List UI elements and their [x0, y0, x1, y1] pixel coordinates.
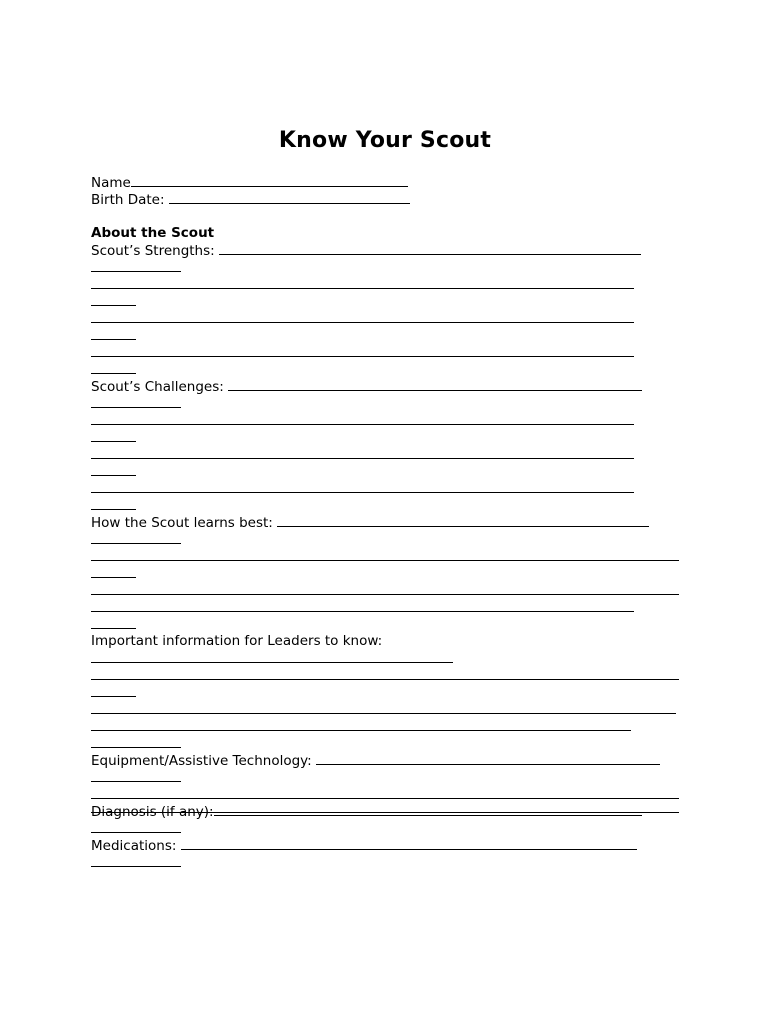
learns-field[interactable] — [277, 514, 649, 527]
learns-line[interactable] — [91, 531, 181, 544]
strengths-line[interactable] — [91, 293, 136, 306]
diagnosis-line[interactable] — [91, 820, 181, 833]
equipment-line[interactable] — [91, 800, 679, 813]
learns-line[interactable] — [91, 548, 679, 561]
form-body — [91, 174, 691, 871]
section-heading: About the Scout — [91, 225, 215, 241]
challenges-line[interactable] — [91, 446, 634, 459]
equipment-row — [91, 752, 691, 769]
name-field[interactable] — [131, 174, 408, 187]
challenges-line[interactable] — [91, 480, 634, 493]
name-row — [91, 174, 691, 191]
important-row — [91, 633, 691, 650]
medications-line[interactable] — [91, 854, 181, 867]
birth-date-label: Birth Date: — [91, 192, 165, 208]
challenges-line[interactable] — [91, 412, 634, 425]
important-line[interactable] — [91, 735, 181, 748]
strengths-label: Scout’s Strengths: — [91, 243, 215, 259]
strengths-line[interactable] — [91, 344, 634, 357]
equipment-line[interactable] — [91, 769, 181, 782]
challenges-line[interactable] — [91, 497, 136, 510]
equipment-line[interactable] — [91, 786, 679, 799]
learns-line[interactable] — [91, 599, 634, 612]
important-line[interactable] — [91, 684, 136, 697]
important-line[interactable] — [91, 718, 631, 731]
strengths-line[interactable] — [91, 310, 634, 323]
learns-row — [91, 514, 691, 531]
birth-date-row — [91, 191, 691, 208]
diagnosis-label: Diagnosis (if any): — [91, 804, 214, 820]
challenges-line[interactable] — [91, 395, 181, 408]
challenges-line[interactable] — [91, 429, 136, 442]
strengths-line[interactable] — [91, 276, 634, 289]
learns-line[interactable] — [91, 565, 136, 578]
challenges-line[interactable] — [91, 463, 136, 476]
medications-row — [91, 837, 691, 854]
birth-date-field[interactable] — [169, 191, 410, 204]
learns-line[interactable] — [91, 582, 679, 595]
strengths-line[interactable] — [91, 361, 136, 374]
important-line[interactable] — [91, 650, 453, 663]
page-title: Know Your Scout — [278, 128, 492, 153]
strengths-row — [91, 242, 691, 259]
challenges-field[interactable] — [228, 378, 642, 391]
strengths-field[interactable] — [219, 242, 641, 255]
important-label: Important information for Leaders to know: — [91, 633, 383, 649]
medications-field[interactable] — [181, 837, 637, 850]
equipment-field[interactable] — [316, 752, 660, 765]
strengths-line[interactable] — [91, 259, 181, 272]
medications-label: Medications: — [91, 838, 177, 854]
important-line[interactable] — [91, 667, 679, 680]
important-line[interactable] — [91, 701, 676, 714]
challenges-label: Scout’s Challenges: — [91, 379, 224, 395]
challenges-row — [91, 378, 691, 395]
learns-line[interactable] — [91, 616, 136, 629]
learns-label: How the Scout learns best: — [91, 515, 273, 531]
equipment-label: Equipment/Assistive Technology: — [91, 753, 312, 769]
strengths-line[interactable] — [91, 327, 136, 340]
name-label: Name — [91, 175, 131, 191]
